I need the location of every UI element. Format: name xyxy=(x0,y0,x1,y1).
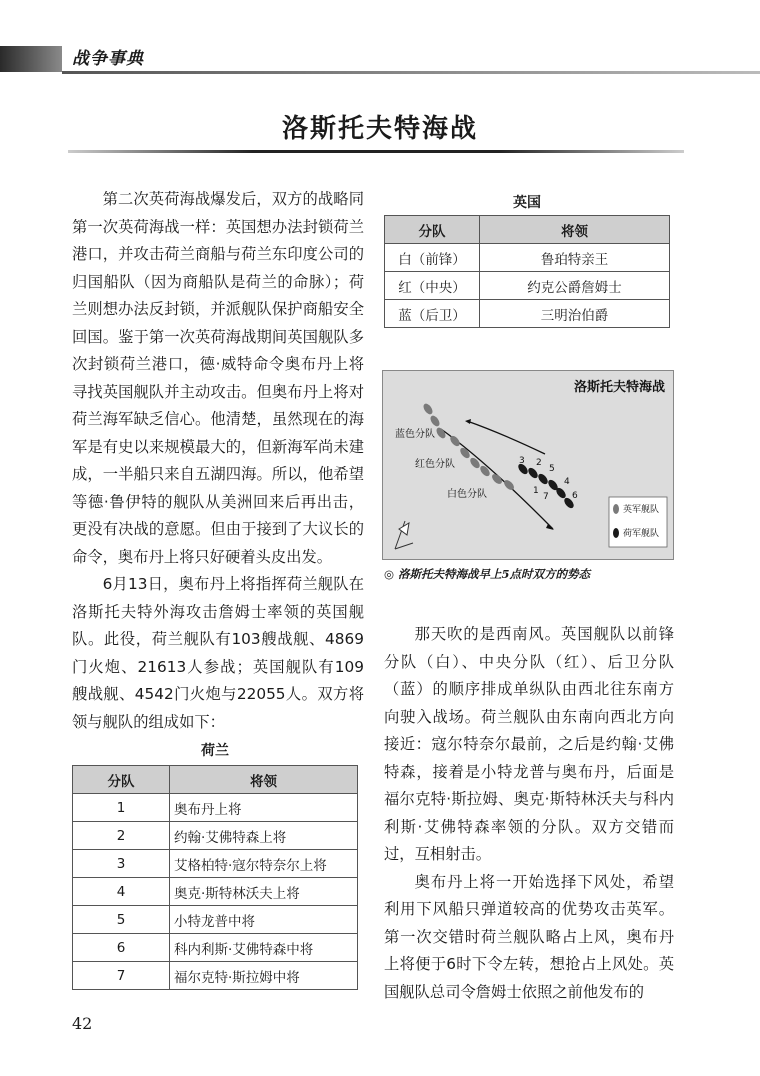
squadron-number: 1 xyxy=(533,486,539,496)
table-cell: 三明治伯爵 xyxy=(480,300,670,328)
squadron-number: 3 xyxy=(519,456,525,466)
table-cell: 奥克·斯特林沃夫上将 xyxy=(170,878,358,906)
squadron-number: 4 xyxy=(564,477,570,487)
table-cell: 2 xyxy=(73,822,170,850)
division-label: 红色分队 xyxy=(415,459,455,470)
column-header: 分队 xyxy=(73,766,170,794)
division-label: 蓝色分队 xyxy=(395,429,435,440)
table-cell: 科内利斯·艾佛特森中将 xyxy=(170,934,358,962)
legend-dutch-swatch xyxy=(613,528,619,538)
table-cell: 4 xyxy=(73,878,170,906)
figure-caption: ◎ 洛斯托夫特海战早上5点时双方的势态 xyxy=(384,567,591,581)
title-rule xyxy=(68,150,684,153)
arrowhead xyxy=(465,419,471,424)
english-ship xyxy=(429,414,442,428)
table-row xyxy=(73,822,358,850)
division-label: 白色分队 xyxy=(447,489,487,500)
table-header-row xyxy=(385,216,670,244)
table-cell: 1 xyxy=(73,794,170,822)
table-cell: 小特龙普中将 xyxy=(170,906,358,934)
column-header: 分队 xyxy=(385,216,480,244)
page-title: 洛斯托夫特海战 xyxy=(281,114,478,144)
table-cell: 白（前锋） xyxy=(385,244,480,272)
column-header: 将领 xyxy=(170,766,358,794)
page-number: 42 xyxy=(72,1014,93,1033)
header-rule xyxy=(62,71,760,74)
dutch-ship xyxy=(526,466,539,480)
table-cell: 6 xyxy=(73,934,170,962)
table-row xyxy=(73,906,358,934)
table-cell: 奥布丹上将 xyxy=(170,794,358,822)
paragraph: 那天吹的是西南风。英国舰队以前锋分队（白）、中央分队（红）、后卫分队（蓝）的顺序排成单纵队由西北往东南方向驶入战场。荷兰舰队由东南向西北方向接近：寇尔特奈尔最前，之后是约翰·艾佛特森，接着是小特龙普与奥布丹，后面是福尔克特·斯拉姆、奥克·斯特林沃夫与科内利斯·艾佛特森率领的分队。双方交错而过，互相射击。 xyxy=(384,625,674,863)
table-cell: 3 xyxy=(73,850,170,878)
map-legend xyxy=(609,497,667,547)
left-column xyxy=(72,186,364,736)
table-cell: 5 xyxy=(73,906,170,934)
legend-english-swatch xyxy=(613,504,619,514)
table-row xyxy=(73,878,358,906)
table-row xyxy=(73,850,358,878)
table-cell: 鲁珀特亲王 xyxy=(480,244,670,272)
squadron-number: 2 xyxy=(536,458,542,468)
column-header: 将领 xyxy=(480,216,670,244)
english-fleet xyxy=(422,402,516,492)
paragraph: 第二次英荷海战爆发后，双方的战略同第一次英荷海战一样：英国想办法封锁荷兰港口，并攻击荷兰商船与荷兰东印度公司的归国船队（因为商船队是荷兰的命脉）；荷兰则想办法反封锁，并派舰队保护商船安全回国。鉴于第一次英荷海战期间英国舰队多次封锁荷兰港口，德·威特命令奥布丹上将寻找英国舰队并主动攻击。但奥布丹上将对荷兰海军缺乏信心。他清楚，虽然现在的海军是有史以来规模最大的，但新海军尚未建成，一半船只来自五湖四海。所以，他希望等德·鲁伊特的舰队从美洲回来后再出击，更没有决战的意愿。但由于接到了大议长的命令，奥布丹上将只好硬着头皮出发。 xyxy=(72,190,364,566)
map-title: 洛斯托夫特海战 xyxy=(573,380,665,395)
table-cell: 约翰·艾佛特森上将 xyxy=(170,822,358,850)
battle-map xyxy=(382,370,674,560)
legend-label: 英军舰队 xyxy=(623,505,660,515)
netherlands-table xyxy=(72,765,358,990)
table-cell: 7 xyxy=(73,962,170,990)
wind-direction-icon xyxy=(395,521,413,549)
table-row xyxy=(73,962,358,990)
table-row xyxy=(385,272,670,300)
dutch-course-arrow xyxy=(467,421,545,454)
table-cell: 艾格柏特·寇尔特奈尔上将 xyxy=(170,850,358,878)
table-row xyxy=(73,934,358,962)
english-ship xyxy=(468,456,481,470)
netherlands-table-caption: 荷兰 xyxy=(201,743,229,759)
english-ship xyxy=(422,402,435,416)
squadron-number: 7 xyxy=(543,492,549,502)
squadron-number: 6 xyxy=(572,491,578,501)
right-column xyxy=(384,621,674,1006)
table-cell: 蓝（后卫） xyxy=(385,300,480,328)
table-cell: 福尔克特·斯拉姆中将 xyxy=(170,962,358,990)
squadron-number: 5 xyxy=(549,464,555,474)
paragraph: 奥布丹上将一开始选择下风处，希望利用下风船只弹道较高的优势攻击英军。第一次交错时荷兰舰队略占上风，奥布丹上将便于6时下令左转，想抢占上风处。英国舰队总司令詹姆士依照之前他发布的 xyxy=(384,872,674,1001)
england-table-caption: 英国 xyxy=(513,195,541,211)
table-row xyxy=(385,300,670,328)
england-table xyxy=(384,215,670,328)
table-cell: 红（中央） xyxy=(385,272,480,300)
table-cell: 约克公爵詹姆士 xyxy=(480,272,670,300)
battle-map-svg xyxy=(383,371,673,559)
english-ship xyxy=(478,464,491,478)
paragraph: 6月13日，奥布丹上将指挥荷兰舰队在洛斯托夫特外海攻击詹姆士率领的英国舰队。此役，荷兰舰队有103艘战舰、4869门火炮、21613人参战；英国舰队有109艘战舰、4542门火炮与22055人。双方将领与舰队的组成如下： xyxy=(72,575,364,731)
header-bar xyxy=(0,46,62,72)
dutch-ship xyxy=(536,472,549,486)
legend-label: 荷军舰队 xyxy=(623,529,660,539)
table-row xyxy=(385,244,670,272)
table-row xyxy=(73,794,358,822)
table-header-row xyxy=(73,766,358,794)
arrowhead xyxy=(546,524,554,530)
section-header: 战争事典 xyxy=(72,49,144,69)
